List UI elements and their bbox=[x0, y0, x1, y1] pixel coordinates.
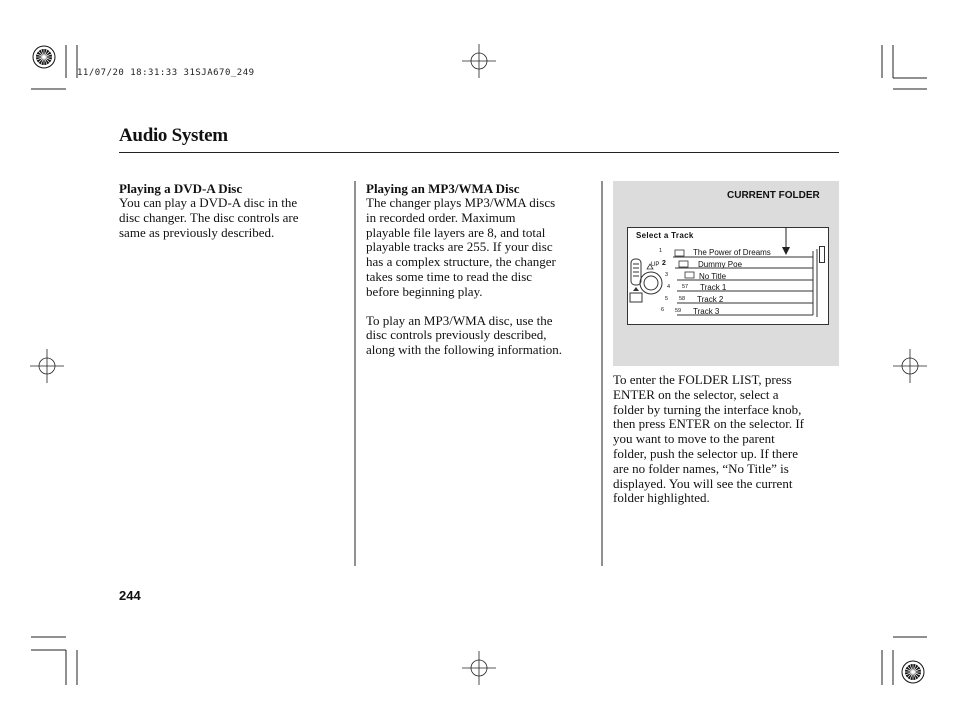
mp3-line: takes some time to read the disc bbox=[366, 268, 533, 284]
mp3-wma-paragraph-2 bbox=[366, 314, 598, 358]
folder-line: then press ENTER on the selector. If bbox=[613, 416, 804, 432]
folder-line: To enter the FOLDER LIST, press bbox=[613, 372, 792, 387]
starburst-mark-bottom-right bbox=[902, 661, 924, 683]
current-folder-callout: CURRENT FOLDER bbox=[727, 190, 820, 201]
mp3-line: disc controls previously described, bbox=[366, 327, 547, 343]
side-num: 3 bbox=[665, 272, 669, 278]
folder-list-instructions bbox=[613, 373, 843, 506]
dvd-a-line: disc changer. The disc controls are bbox=[119, 209, 299, 225]
screen-graphics bbox=[627, 227, 827, 325]
registration-mark-bottom bbox=[462, 651, 496, 685]
side-num: 1 bbox=[659, 248, 663, 254]
dvd-a-line: You can play a DVD-A disc in the bbox=[119, 195, 298, 210]
folder-line: folder, push the selector up. If there bbox=[613, 445, 799, 461]
side-num: 4 bbox=[667, 284, 671, 290]
folder-line: ENTER on the selector, select a bbox=[613, 386, 779, 402]
list-item: Track 2 bbox=[697, 295, 724, 304]
title-rule bbox=[119, 152, 839, 153]
list-item: No Title bbox=[699, 272, 727, 281]
folder-line: folder highlighted. bbox=[613, 490, 710, 506]
mp3-wma-section bbox=[366, 181, 598, 358]
side-num: 5 bbox=[665, 296, 669, 302]
folder-line: you want to move to the parent bbox=[613, 431, 775, 447]
folder-list-figure bbox=[613, 181, 839, 366]
list-item: Track 1 bbox=[700, 283, 727, 292]
side-num: 6 bbox=[661, 307, 665, 313]
track-num: 58 bbox=[679, 296, 686, 302]
dvd-a-line: same as previously described. bbox=[119, 224, 275, 240]
page-title: Audio System bbox=[119, 125, 228, 146]
folder-line: folder by turning the interface knob, bbox=[613, 401, 802, 417]
print-stamp: 11/07/20 18:31:33 31SJA670_249 bbox=[77, 68, 255, 78]
list-item: Track 3 bbox=[693, 307, 720, 316]
dvd-a-body bbox=[119, 196, 349, 240]
registration-mark-top bbox=[462, 44, 496, 78]
mp3-line: The changer plays MP3/WMA discs bbox=[366, 195, 556, 210]
mp3-line: playable tracks are 255. If your disc bbox=[366, 239, 553, 255]
page-number: 244 bbox=[119, 588, 141, 603]
starburst-mark-top-left bbox=[33, 46, 55, 68]
dvd-a-heading: Playing a DVD-A Disc bbox=[119, 181, 243, 196]
registration-mark-right bbox=[893, 349, 927, 383]
mp3-line: along with the following information. bbox=[366, 342, 563, 358]
mp3-line: has a complex structure, the changer bbox=[366, 254, 556, 270]
side-num: 2 bbox=[662, 260, 666, 267]
track-num: 59 bbox=[675, 308, 682, 314]
track-num: 57 bbox=[682, 284, 689, 290]
mp3-line: in recorded order. Maximum bbox=[366, 209, 516, 225]
side-up-label: UP bbox=[651, 262, 660, 268]
dvd-a-section bbox=[119, 181, 349, 240]
mp3-line: playable file layers are 8, and total bbox=[366, 224, 546, 240]
screen-title: Select a Track bbox=[636, 231, 694, 240]
list-item: The Power of Dreams bbox=[693, 248, 771, 257]
registration-mark-left bbox=[30, 349, 64, 383]
folder-line: displayed. You will see the current bbox=[613, 475, 793, 491]
mp3-wma-heading: Playing an MP3/WMA Disc bbox=[366, 181, 520, 196]
list-item: Dummy Poe bbox=[698, 260, 743, 269]
mp3-wma-paragraph-1 bbox=[366, 196, 598, 300]
mp3-line: To play an MP3/WMA disc, use the bbox=[366, 312, 553, 328]
folder-line: are no folder names, “No Title” is bbox=[613, 460, 789, 476]
mp3-line: before beginning play. bbox=[366, 283, 483, 299]
